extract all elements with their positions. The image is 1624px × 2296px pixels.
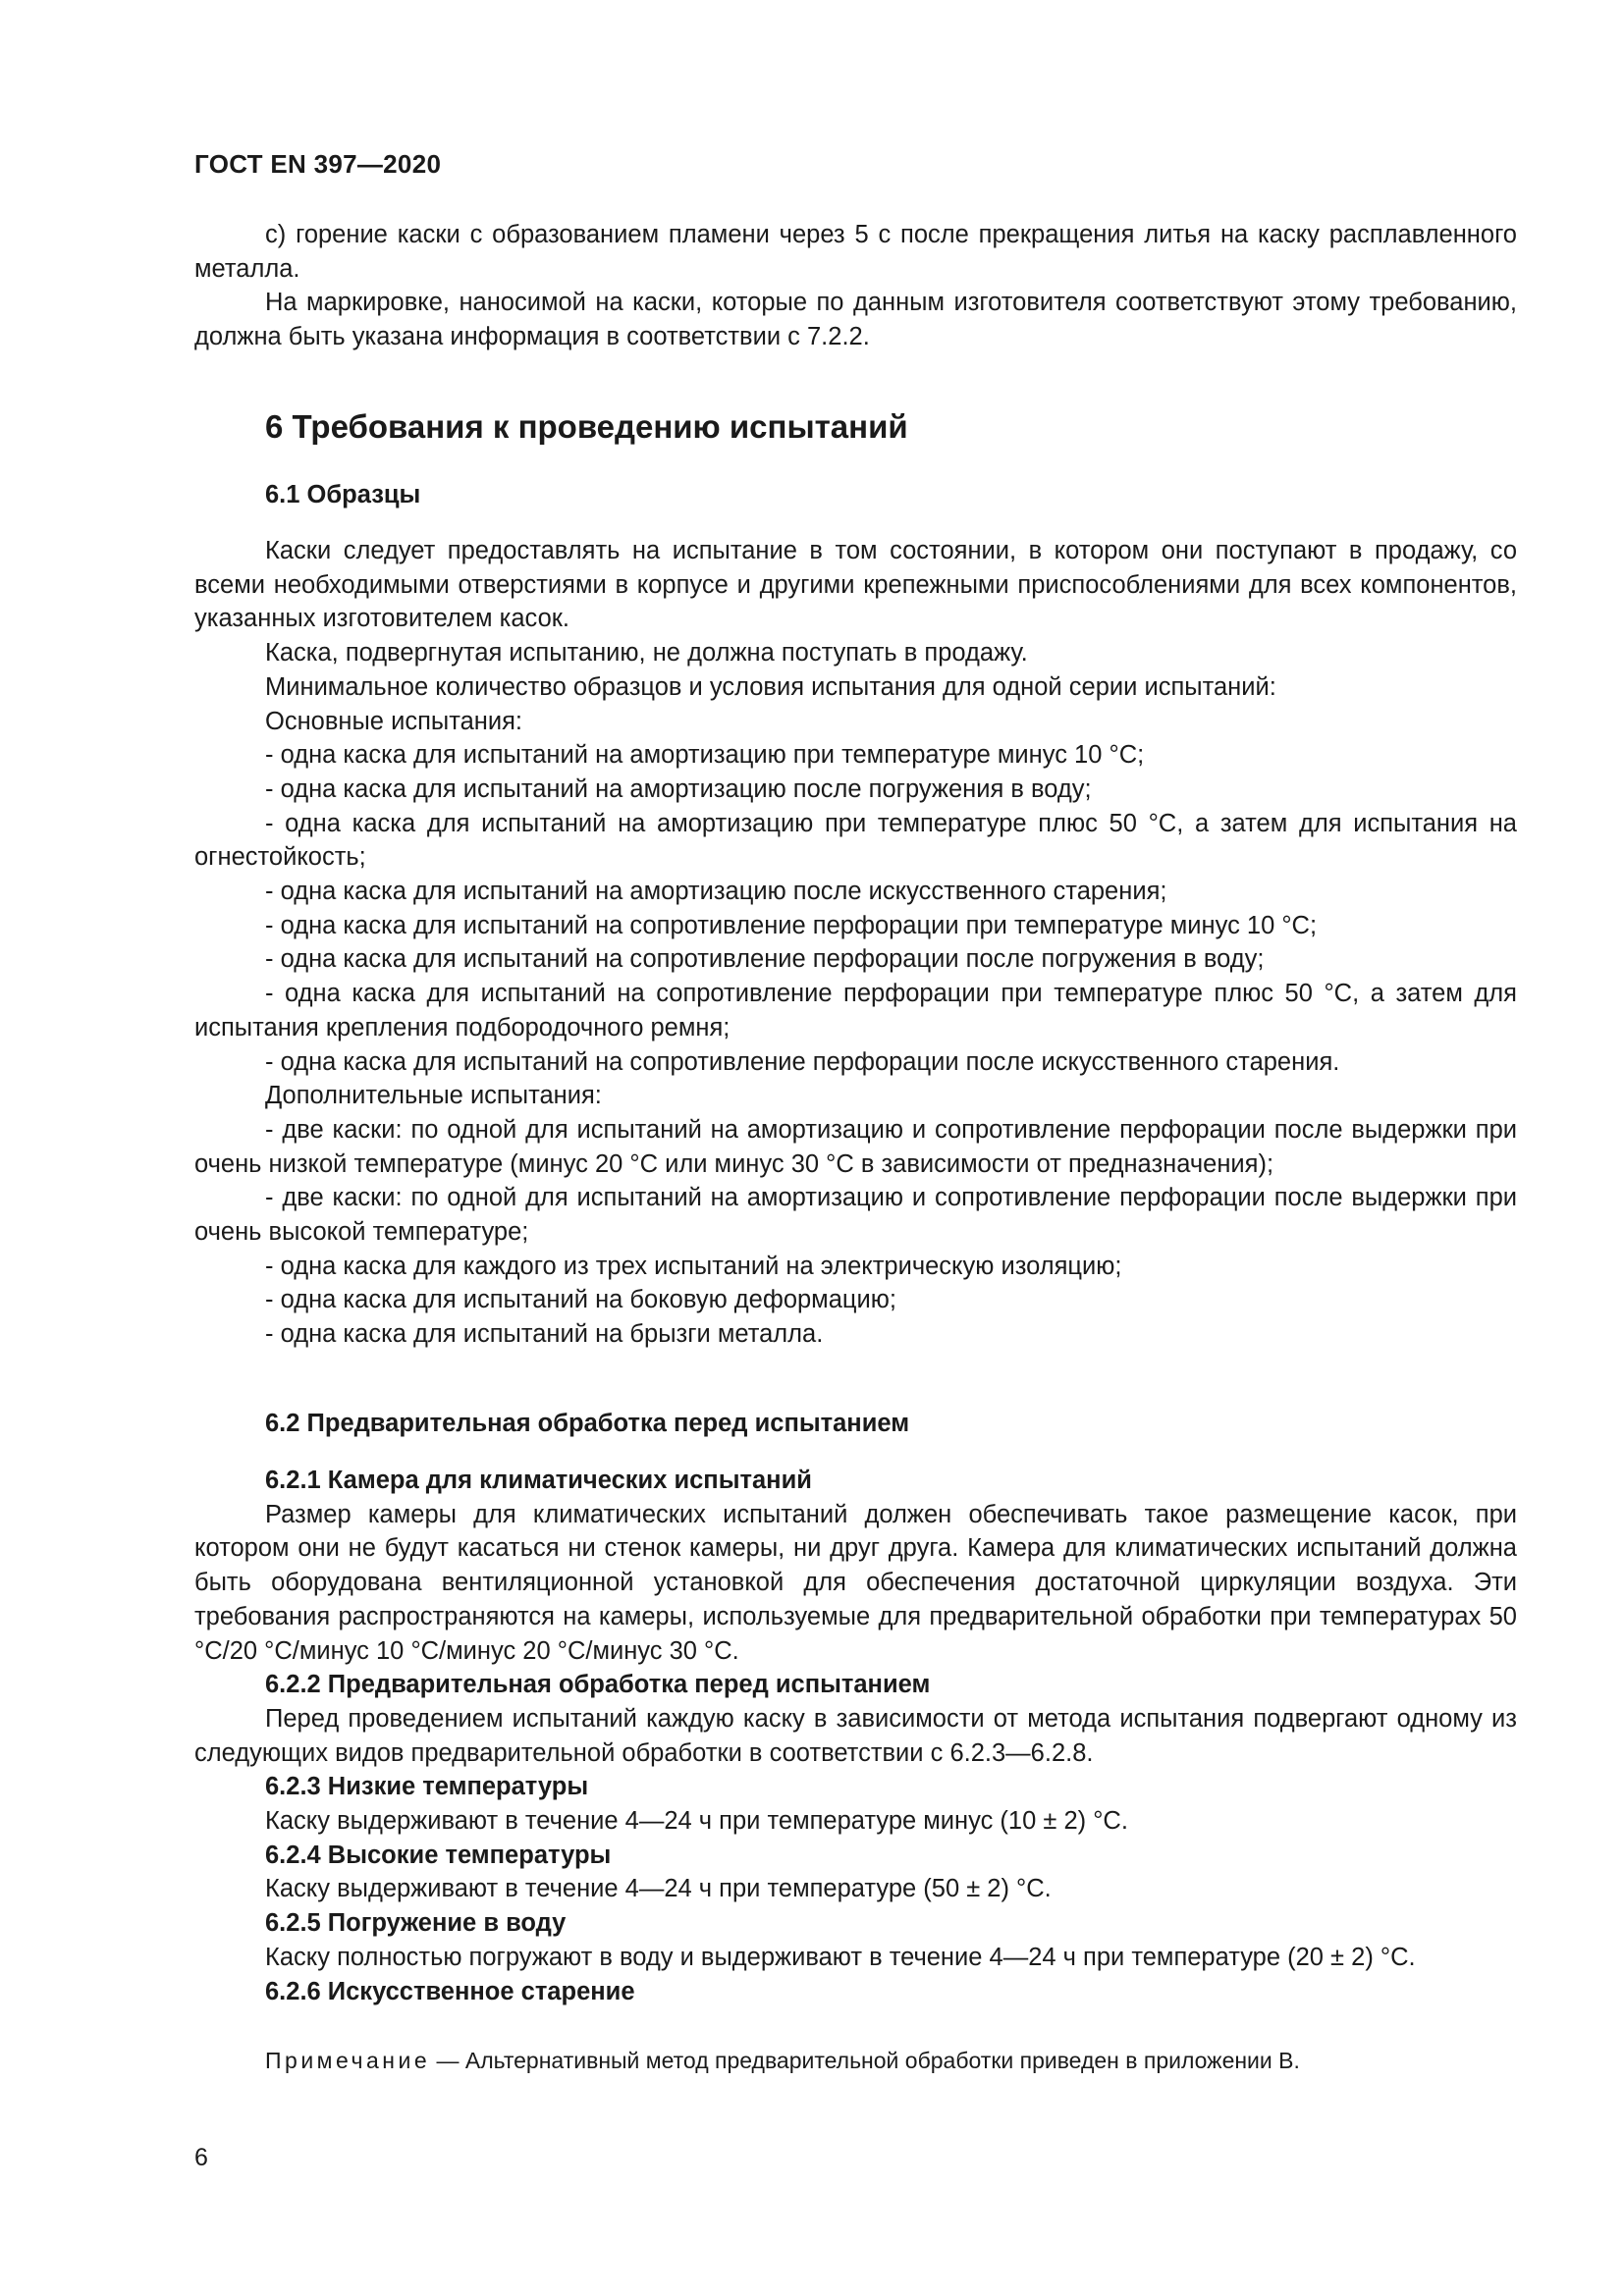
s624-heading: 6.2.4 Высокие температуры [265,1841,612,1869]
note-text: — Альтернативный метод предварительной обработки приведен в приложении В. [430,2048,1300,2073]
note-label: Примечание [265,2048,431,2073]
s624-text: Каску выдерживают в течение 4—24 ч при температуре (50 ± 2) °С. [265,1875,1052,1903]
list-item: - одна каска для каждого из трех испытаний на электрическую изоляцию; [265,1252,1122,1280]
list-item: - одна каска для испытаний на амортизацию после погружения в воду; [265,774,1092,803]
s61-paragraph-3: Минимальное количество образцов и условия испытания для одной серии испытаний: [265,672,1276,701]
document-code-header: ГОСТ EN 397—2020 [194,149,442,179]
s623-text: Каску выдерживают в течение 4—24 ч при температуре минус (10 ± 2) °С. [265,1807,1128,1836]
note [265,2048,1300,2074]
intro-block [194,218,1517,354]
list-item: - одна каска для испытаний на сопротивление перфорации при температуре плюс 50 °С, а затем для испытания крепления подбородочного ремня; [194,980,1517,1041]
paragraph-marking: На маркировке, наносимой на каски, которые по данным изготовителя соответствуют этому требованию, должна быть указана информация в соответствии с 7.2.2. [194,289,1517,351]
section-6-2-heading: 6.2 Предварительная обработка перед испытанием [265,1410,910,1437]
section-6-heading: 6 Требования к проведению испытаний [265,408,908,445]
paragraph-c: с) горение каски с образованием пламени через 5 с после прекращения литья на каску расплавленного металла. [194,221,1517,283]
list-item: - одна каска для испытаний на амортизацию после искусственного старения; [265,878,1167,906]
s61-paragraph-2: Каска, подвергнутая испытанию, не должна поступать в продажу. [265,639,1028,667]
list-item: - одна каска для испытаний на сопротивление перфорации после искусственного старения. [265,1047,1340,1076]
s626-heading: 6.2.6 Искусственное старение [265,1977,635,2005]
list-item: - одна каска для испытаний на сопротивление перфорации после погружения в воду; [265,945,1265,974]
section-6-1-body [194,534,1517,1352]
page-number: 6 [194,2144,208,2171]
s61-paragraph-1: Каски следует предоставлять на испытание в том состоянии, в котором они поступают в продажу, со всеми необходимыми отверстиями в корпусе и другими крепежными приспособлениями для всех компонентов, указанных изготовителем касок. [194,537,1517,633]
s623-heading: 6.2.3 Низкие температуры [265,1773,589,1801]
s621-heading: 6.2.1 Камера для климатических испытаний [265,1467,812,1494]
s622-heading: 6.2.2 Предварительная обработка перед испытанием [265,1671,931,1699]
s621-text: Размер камеры для климатических испытаний должен обеспечивать такое размещение касок, при котором они не будут касаться ни стенок камеры, ни друг друга. Камера для климатических испытаний должна быть оборудована вентиляционной установкой для обеспечения достаточной циркуляции воздуха. Эти требования распространяются на камеры, используемые для предварительной обработки при температурах 50 °С/20 °С/минус 10 °С/минус 20 °С/минус 30 °С. [194,1500,1517,1665]
section-6-1-heading: 6.1 Образцы [265,481,421,508]
additional-tests-label: Дополнительные испытания: [265,1082,602,1110]
section-6-2-body [194,1464,1517,2008]
s622-text: Перед проведением испытаний каждую каску в зависимости от метода испытания подвергают одному из следующих видов предварительной обработки в соответствии с 6.2.3—6.2.8. [194,1704,1517,1767]
list-item: - одна каска для испытаний на амортизацию при температуре плюс 50 °С, а затем для испытания на огнестойкость; [194,809,1517,872]
list-item: - одна каска для испытаний на амортизацию при температуре минус 10 °С; [265,741,1145,770]
list-item: - одна каска для испытаний на боковую деформацию; [265,1286,896,1314]
basic-tests-label: Основные испытания: [265,707,522,735]
list-item: - две каски: по одной для испытаний на амортизацию и сопротивление перфорации после выдержки при очень высокой температуре; [194,1184,1517,1247]
s625-heading: 6.2.5 Погружение в воду [265,1909,567,1938]
list-item: - две каски: по одной для испытаний на амортизацию и сопротивление перфорации после выдержки при очень низкой температуре (минус 20 °С или минус 30 °С в зависимости от предназначения); [194,1115,1517,1178]
s625-text: Каску полностью погружают в воду и выдерживают в течение 4—24 ч при температуре (20 ± 2) °С. [265,1943,1416,1971]
list-item: - одна каска для испытаний на сопротивление перфорации при температуре минус 10 °С; [265,911,1318,939]
list-item: - одна каска для испытаний на брызги металла. [265,1320,824,1349]
